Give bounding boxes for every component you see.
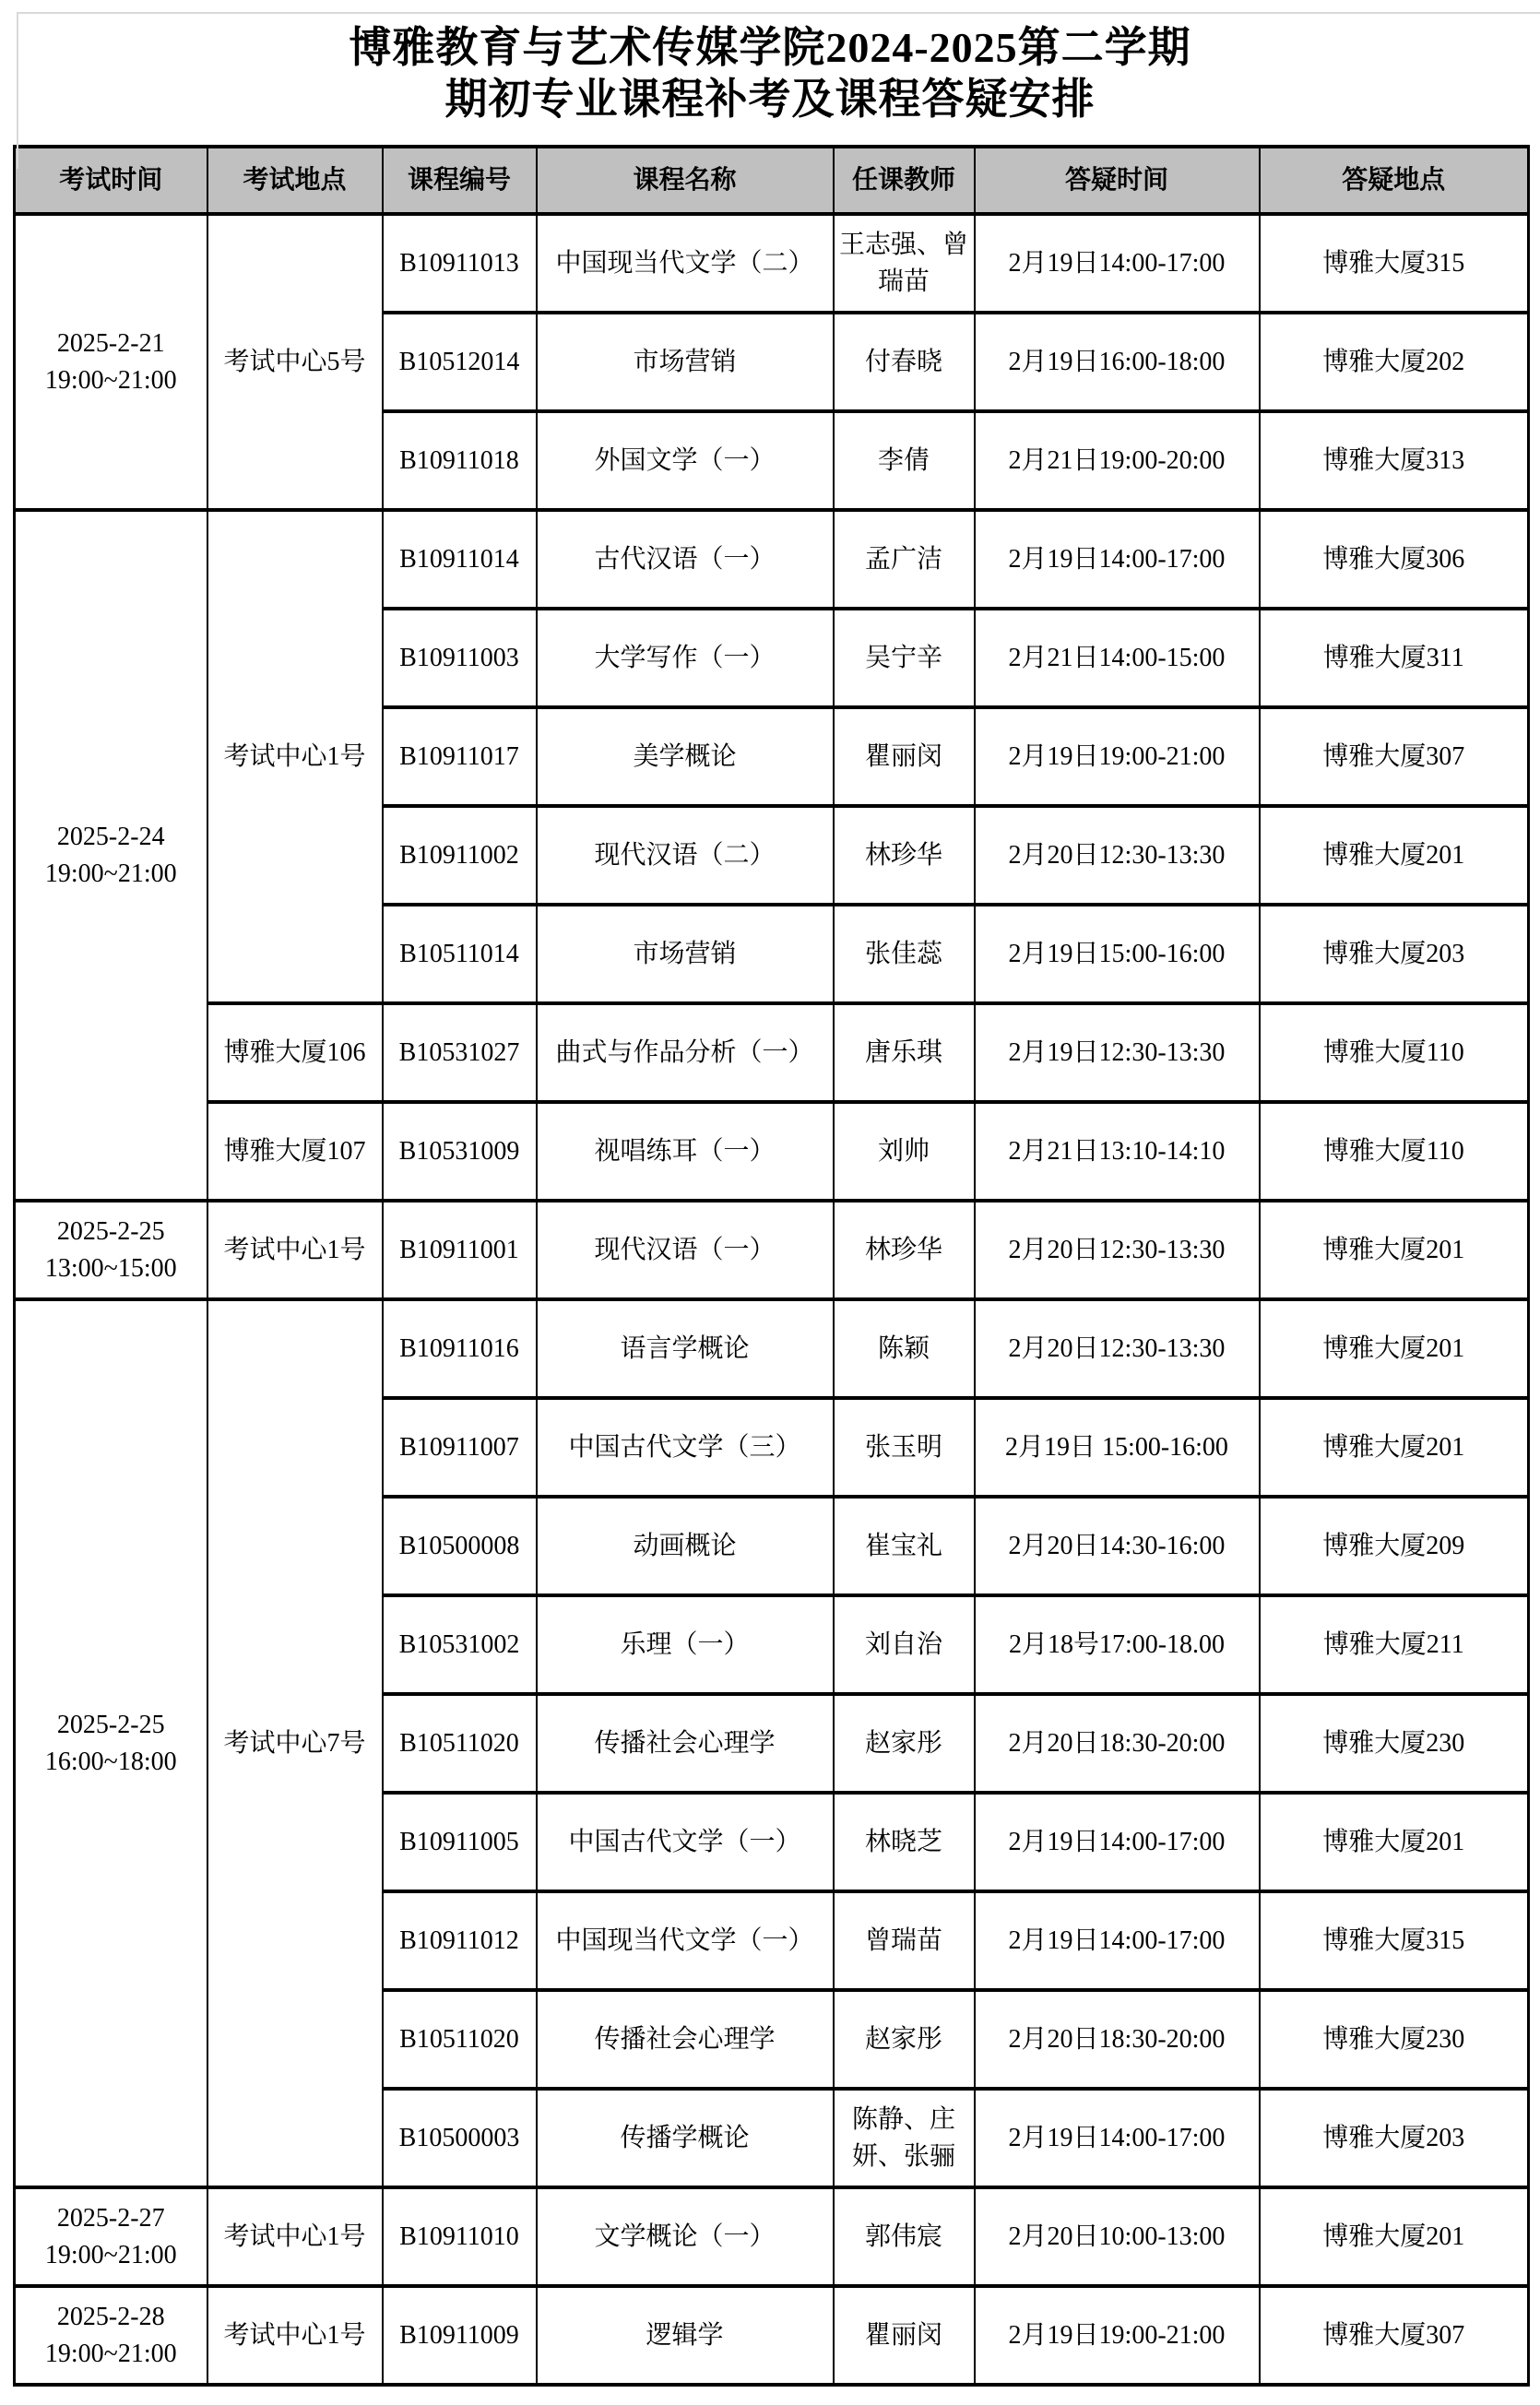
exam-location-cell: 考试中心5号: [207, 214, 383, 510]
exam-time-cell: [15, 510, 207, 1201]
course-name-cell: 现代汉语（二）: [537, 806, 834, 905]
teacher-cell: 付春晓: [834, 313, 975, 411]
exam-hours-line: 16:00~18:00: [44, 1747, 177, 1776]
table-row: [15, 1102, 1529, 1201]
table-row: [15, 214, 1529, 313]
course-name-cell: 中国现当代文学（一）: [537, 1891, 834, 1990]
header-exam-location: 考试地点: [207, 147, 383, 214]
qa-location-cell: 博雅大厦230: [1260, 1694, 1529, 1793]
course-code-cell: B10911014: [383, 510, 537, 609]
page-title-line-1: 博雅教育与艺术传媒学院2024-2025第二学期: [349, 24, 1191, 71]
qa-location-cell: 博雅大厦201: [1260, 1793, 1529, 1891]
course-name-cell: 动画概论: [537, 1497, 834, 1595]
course-name-cell: 古代汉语（一）: [537, 510, 834, 609]
teacher-cell: 王志强、曾瑞苗: [834, 214, 975, 313]
teacher-cell: 赵家彤: [834, 1990, 975, 2089]
course-code-cell: B10911013: [383, 214, 537, 313]
qa-location-cell: 博雅大厦209: [1260, 1497, 1529, 1595]
qa-time-cell: 2月20日12:30-13:30: [975, 1201, 1260, 1299]
exam-location-cell: 考试中心1号: [207, 2286, 383, 2385]
qa-location-cell: 博雅大厦311: [1260, 609, 1529, 707]
course-code-cell: B10512014: [383, 313, 537, 411]
course-code-cell: B10531002: [383, 1595, 537, 1694]
qa-time-cell: 2月20日14:30-16:00: [975, 1497, 1260, 1595]
teacher-cell: 林珍华: [834, 806, 975, 905]
table-row: [15, 1299, 1529, 1398]
qa-location-cell: 博雅大厦211: [1260, 1595, 1529, 1694]
qa-location-cell: 博雅大厦203: [1260, 2089, 1529, 2187]
teacher-cell: 唐乐琪: [834, 1003, 975, 1102]
course-code-cell: B10911010: [383, 2187, 537, 2286]
course-name-cell: 文学概论（一）: [537, 2187, 834, 2286]
qa-time-cell: 2月19日16:00-18:00: [975, 313, 1260, 411]
qa-location-cell: 博雅大厦307: [1260, 2286, 1529, 2385]
course-code-cell: B10531027: [383, 1003, 537, 1102]
exam-location-cell: 考试中心1号: [207, 1201, 383, 1299]
course-code-cell: B10511020: [383, 1694, 537, 1793]
teacher-cell: 李倩: [834, 411, 975, 510]
course-code-cell: B10500008: [383, 1497, 537, 1595]
teacher-cell: 张玉明: [834, 1398, 975, 1497]
qa-location-cell: 博雅大厦313: [1260, 411, 1529, 510]
sheet-frame-top-line: [18, 12, 1540, 14]
exam-date-line: 2025-2-25: [56, 1710, 165, 1739]
course-code-cell: B10911001: [383, 1201, 537, 1299]
exam-time-cell: [15, 1299, 207, 2187]
qa-time-cell: 2月21日14:00-15:00: [975, 609, 1260, 707]
qa-time-cell: 2月19日14:00-17:00: [975, 214, 1260, 313]
course-name-cell: 市场营销: [537, 313, 834, 411]
teacher-cell: 刘自治: [834, 1595, 975, 1694]
course-code-cell: B10500003: [383, 2089, 537, 2187]
schedule-table: [13, 145, 1530, 2387]
exam-time-cell: [15, 214, 207, 510]
course-code-cell: B10911003: [383, 609, 537, 707]
qa-time-cell: 2月20日18:30-20:00: [975, 1694, 1260, 1793]
qa-location-cell: 博雅大厦202: [1260, 313, 1529, 411]
course-name-cell: 大学写作（一）: [537, 609, 834, 707]
qa-time-cell: 2月19日12:30-13:30: [975, 1003, 1260, 1102]
qa-time-cell: 2月20日12:30-13:30: [975, 1299, 1260, 1398]
qa-location-cell: 博雅大厦315: [1260, 1891, 1529, 1990]
qa-time-cell: 2月21日13:10-14:10: [975, 1102, 1260, 1201]
teacher-cell: 陈静、庄妍、张骊: [834, 2089, 975, 2187]
course-name-cell: 传播社会心理学: [537, 1694, 834, 1793]
qa-location-cell: 博雅大厦230: [1260, 1990, 1529, 2089]
qa-time-cell: 2月19日14:00-17:00: [975, 1793, 1260, 1891]
exam-location-cell: 博雅大厦106: [207, 1003, 383, 1102]
page-title-line-2: 期初专业课程补考及课程答疑安排: [444, 76, 1096, 123]
course-code-cell: B10511014: [383, 905, 537, 1003]
exam-date-line: 2025-2-25: [56, 1216, 165, 1246]
exam-time-cell: [15, 2286, 207, 2385]
course-code-cell: B10911007: [383, 1398, 537, 1497]
exam-location-cell: 考试中心1号: [207, 510, 383, 1003]
qa-time-cell: 2月19日14:00-17:00: [975, 510, 1260, 609]
teacher-cell: 林珍华: [834, 1201, 975, 1299]
course-code-cell: B10911009: [383, 2286, 537, 2385]
teacher-cell: 赵家彤: [834, 1694, 975, 1793]
course-name-cell: 外国文学（一）: [537, 411, 834, 510]
qa-location-cell: 博雅大厦201: [1260, 1398, 1529, 1497]
course-name-cell: 视唱练耳（一）: [537, 1102, 834, 1201]
course-name-cell: 中国古代文学（一）: [537, 1793, 834, 1891]
qa-location-cell: 博雅大厦110: [1260, 1102, 1529, 1201]
qa-time-cell: 2月19日14:00-17:00: [975, 1891, 1260, 1990]
table-row: [15, 1201, 1529, 1299]
teacher-cell: 曾瑞苗: [834, 1891, 975, 1990]
header-qa-time: 答疑时间: [975, 147, 1260, 214]
course-name-cell: 中国古代文学（三）: [537, 1398, 834, 1497]
course-code-cell: B10531009: [383, 1102, 537, 1201]
qa-time-cell: 2月20日12:30-13:30: [975, 806, 1260, 905]
qa-location-cell: 博雅大厦307: [1260, 707, 1529, 806]
exam-hours-line: 13:00~15:00: [44, 1253, 177, 1283]
table-row: [15, 510, 1529, 609]
exam-date-line: 2025-2-28: [56, 2302, 165, 2331]
course-name-cell: 中国现当代文学（二）: [537, 214, 834, 313]
header-course-name: 课程名称: [537, 147, 834, 214]
teacher-cell: 吴宁辛: [834, 609, 975, 707]
qa-location-cell: 博雅大厦201: [1260, 1299, 1529, 1398]
table-row: [15, 2286, 1529, 2385]
course-code-cell: B10911017: [383, 707, 537, 806]
qa-location-cell: 博雅大厦201: [1260, 806, 1529, 905]
exam-hours-line: 19:00~21:00: [44, 859, 177, 888]
exam-date-line: 2025-2-21: [56, 328, 165, 358]
qa-time-cell: 2月19日19:00-21:00: [975, 707, 1260, 806]
header-teacher: 任课教师: [834, 147, 975, 214]
course-code-cell: B10911012: [383, 1891, 537, 1990]
teacher-cell: 瞿丽闵: [834, 2286, 975, 2385]
header-row: [15, 147, 1529, 214]
header-course-code: 课程编号: [383, 147, 537, 214]
qa-time-cell: 2月19日19:00-21:00: [975, 2286, 1260, 2385]
course-code-cell: B10511020: [383, 1990, 537, 2089]
qa-location-cell: 博雅大厦201: [1260, 1201, 1529, 1299]
teacher-cell: 刘帅: [834, 1102, 975, 1201]
course-code-cell: B10911018: [383, 411, 537, 510]
exam-location-cell: 考试中心1号: [207, 2187, 383, 2286]
exam-time-cell: [15, 2187, 207, 2286]
qa-location-cell: 博雅大厦315: [1260, 214, 1529, 313]
qa-location-cell: 博雅大厦110: [1260, 1003, 1529, 1102]
qa-time-cell: 2月19日 15:00-16:00: [975, 1398, 1260, 1497]
exam-date-line: 2025-2-27: [56, 2203, 165, 2233]
exam-location-cell: 博雅大厦107: [207, 1102, 383, 1201]
exam-hours-line: 19:00~21:00: [44, 2339, 177, 2368]
course-code-cell: B10911005: [383, 1793, 537, 1891]
header-exam-time: 考试时间: [15, 147, 207, 214]
course-name-cell: 美学概论: [537, 707, 834, 806]
exam-date-line: 2025-2-24: [56, 822, 165, 851]
qa-time-cell: 2月19日14:00-17:00: [975, 2089, 1260, 2187]
exam-time-cell: [15, 1201, 207, 1299]
header-qa-location: 答疑地点: [1260, 147, 1529, 214]
page-title: [13, 0, 1527, 145]
qa-time-cell: 2月19日15:00-16:00: [975, 905, 1260, 1003]
course-name-cell: 传播社会心理学: [537, 1990, 834, 2089]
course-name-cell: 逻辑学: [537, 2286, 834, 2385]
course-name-cell: 传播学概论: [537, 2089, 834, 2187]
course-name-cell: 市场营销: [537, 905, 834, 1003]
qa-time-cell: 2月20日18:30-20:00: [975, 1990, 1260, 2089]
teacher-cell: 瞿丽闵: [834, 707, 975, 806]
qa-time-cell: 2月21日19:00-20:00: [975, 411, 1260, 510]
course-name-cell: 曲式与作品分析（一）: [537, 1003, 834, 1102]
course-code-cell: B10911016: [383, 1299, 537, 1398]
teacher-cell: 崔宝礼: [834, 1497, 975, 1595]
qa-location-cell: 博雅大厦306: [1260, 510, 1529, 609]
qa-location-cell: 博雅大厦201: [1260, 2187, 1529, 2286]
table-row: [15, 2187, 1529, 2286]
course-name-cell: 乐理（一）: [537, 1595, 834, 1694]
qa-time-cell: 2月20日10:00-13:00: [975, 2187, 1260, 2286]
exam-hours-line: 19:00~21:00: [44, 2240, 177, 2269]
course-name-cell: 现代汉语（一）: [537, 1201, 834, 1299]
teacher-cell: 林晓芝: [834, 1793, 975, 1891]
exam-hours-line: 19:00~21:00: [44, 365, 177, 395]
qa-location-cell: 博雅大厦203: [1260, 905, 1529, 1003]
course-code-cell: B10911002: [383, 806, 537, 905]
teacher-cell: 孟广洁: [834, 510, 975, 609]
course-name-cell: 语言学概论: [537, 1299, 834, 1398]
table-row: [15, 1003, 1529, 1102]
sheet-frame-left-line: [17, 12, 18, 169]
teacher-cell: 陈颖: [834, 1299, 975, 1398]
teacher-cell: 郭伟宸: [834, 2187, 975, 2286]
qa-time-cell: 2月18号17:00-18.00: [975, 1595, 1260, 1694]
exam-location-cell: 考试中心7号: [207, 1299, 383, 2187]
teacher-cell: 张佳蕊: [834, 905, 975, 1003]
